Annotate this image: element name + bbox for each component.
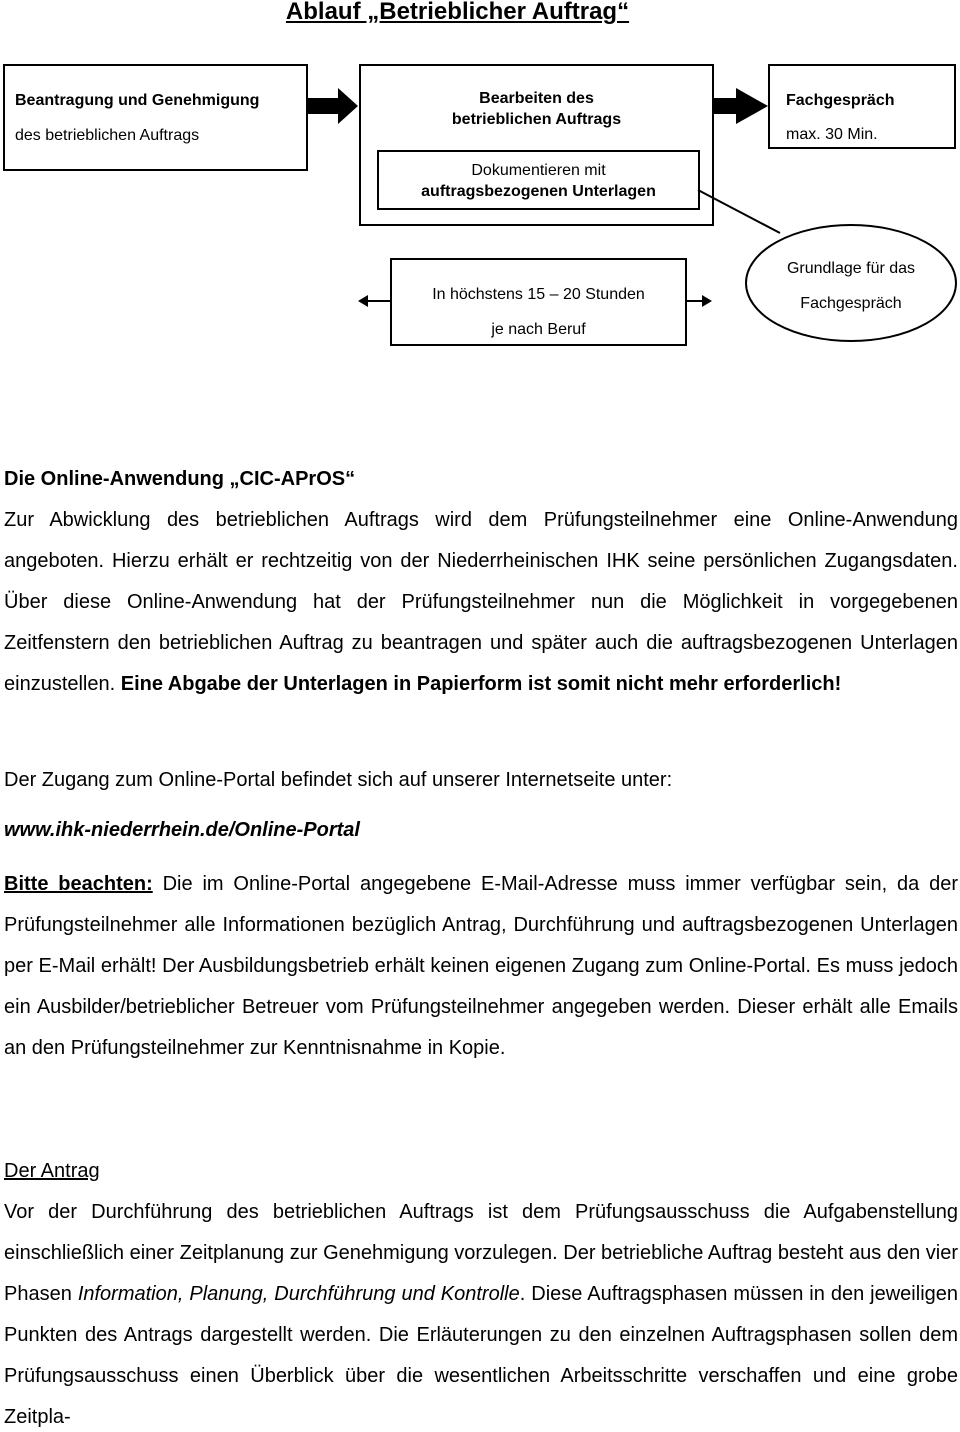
antrag-text: . Diese Auftragsphasen müssen in den jeweiligen Punkten des Antrags dargestellt werden. Die Erläuterungen zu den einzelnen Auftragsphasen sollen dem Prüfungsausschuss einen Überblick über die wesentlichen Arbeitsschritte verschaffen und eine grobe Zeitpla- xyxy=(4,1283,959,1428)
circle-text: Fachgespräch xyxy=(800,295,902,312)
box-text: Dokumentieren mit xyxy=(471,162,606,179)
portal-link[interactable]: www.ihk-niederrhein.de/Online-Portal xyxy=(4,819,360,841)
notice-label: Bitte beachten: xyxy=(4,873,153,895)
box-text: Beantragung und Genehmigung xyxy=(15,92,260,109)
section-heading: Die Online-Anwendung „CIC-APrOS“ xyxy=(4,468,356,490)
antrag-phases: Information, Planung, Durchführung und Kontrolle xyxy=(77,1283,520,1305)
bold-note: Eine Abgabe der Unterlagen in Papierform ist somit nicht mehr erforderlich! xyxy=(120,673,842,695)
box-text: In höchstens 15 – 20 Stunden xyxy=(432,286,645,303)
box-text: max. 30 Min. xyxy=(786,126,878,143)
box-text: Bearbeiten des xyxy=(479,90,594,107)
box-text: des betrieblichen Auftrags xyxy=(15,127,200,144)
box-text: auftragsbezogenen Unterlagen xyxy=(421,183,656,200)
box-stunden xyxy=(390,258,687,346)
paragraph-text: Zur Abwicklung des betrieblichen Auftrags wird dem Prüfungsteilnehmer eine Online-Anwendung angeboten. Hierzu erhält er rechtzeitig von der Niederrheinischen IHK seine persönlichen Zugangsdaten. Über diese Online-Anwendung hat der Prüfungsteilnehmer nun die Möglichkeit in vorgegebenen Zeitfenstern den betrieblichen Auftrag zu beantragen und später auch die auftragsbezogenen Unterlagen einzustellen. xyxy=(4,509,958,695)
antrag-text: Vor der Durchführung des betrieblichen Auftrags ist dem Prüfungsausschuss die Aufgabenstellung einschließlich einer Zeitplanung zur Genehmigung vorzulegen. Der betriebliche Auftrag besteht aus den vier Phasen xyxy=(4,1201,958,1305)
box-text: Fachgespräch xyxy=(786,92,895,109)
portal-text: Der Zugang zum Online-Portal befindet sich auf unserer Internetseite unter: xyxy=(4,769,673,791)
box-text: je nach Beruf xyxy=(491,321,586,338)
paragraph-antrag xyxy=(4,1192,958,1432)
paragraph-online xyxy=(4,500,958,705)
box-text: betrieblichen Auftrags xyxy=(451,111,622,128)
page-title: Ablauf „Betrieblicher Auftrag“ xyxy=(285,0,630,25)
paragraph-notice xyxy=(4,864,958,1069)
section-heading-antrag: Der Antrag xyxy=(4,1160,100,1182)
circle-text: Grundlage für das xyxy=(786,260,916,277)
notice-text: Die im Online-Portal angegebene E-Mail-Adresse muss immer verfügbar sein, da der Prüfungsteilnehmer alle Informationen bezüglich Antrag, Durchführung und auftragsbezogenen Unterlagen per E-Mail erhält! Der Ausbildungsbetrieb erhält keinen eigenen Zugang zum Online-Portal. Es muss jedoch ein Ausbilder/betrieblicher Betreuer vom Prüfungsteilnehmer angegeben werden. Dieser erhält alle Emails an den Prüfungsteilnehmer zur Kenntnisnahme in Kopie. xyxy=(4,873,958,1059)
